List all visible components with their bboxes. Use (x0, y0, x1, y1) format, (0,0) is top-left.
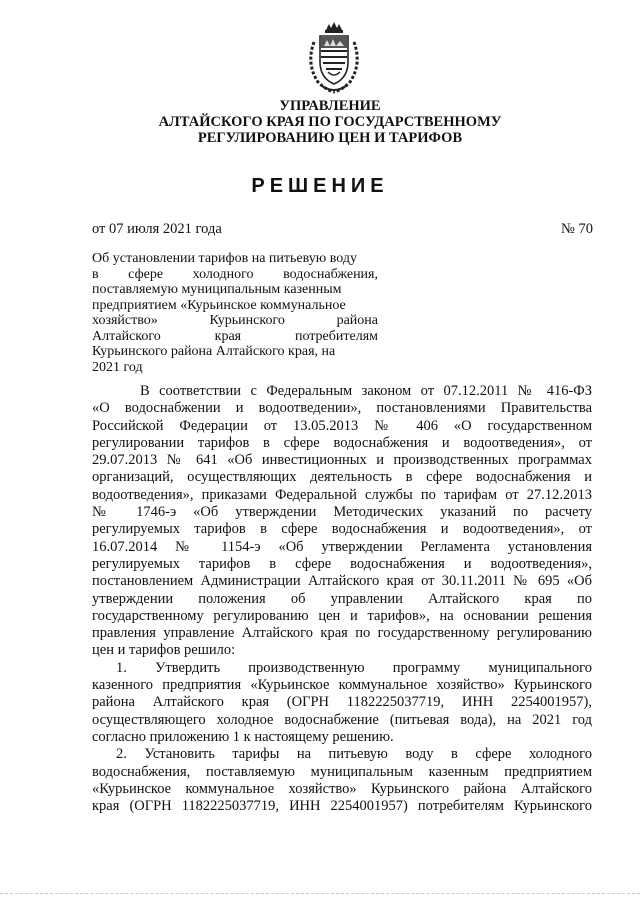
body-line: № 1746-э «Об утверждении Методических указаний по расчету (92, 504, 592, 521)
body-line: регулируемых тарифов в сфере водоснабжения и водоотведения», от (92, 521, 592, 538)
subject-line: Курьинского района Алтайского края, на (92, 344, 336, 359)
document-body (92, 383, 592, 815)
subject-line: в сфере холодного водоснабжения, (92, 266, 378, 282)
body-line: 29.07.2013 № 641 «Об инвестиционных и производственных программах (92, 452, 592, 469)
body-line: регулировании тарифов в сфере водоснабжения и водоотведения», от (92, 434, 592, 451)
body-line: регулируемых тарифов в сфере водоснабжения и водоотведения», (92, 555, 592, 572)
document-number: № 70 (561, 221, 593, 237)
body-line: «О водоснабжении и водоотведении», постановлениями Правительства (92, 400, 592, 417)
coat-of-arms-icon (300, 20, 368, 96)
subject-line: хозяйство» Курьинского района (92, 313, 378, 328)
body-line: цен и тарифов решило: (92, 642, 236, 659)
body-line: водоотведения», приказами Федеральной службы по тарифам от 27.12.2013 (92, 486, 592, 503)
subject-line: предприятием «Курьинское коммунальное (92, 297, 346, 313)
document-title: РЕШЕНИЕ (251, 175, 389, 197)
body-line: согласно приложению 1 к настоящему решению. (92, 728, 394, 745)
page-bottom-edge (0, 893, 640, 894)
body-line: «Курьинское коммунальное хозяйство» Курьинского района Алтайского (92, 780, 592, 797)
body-line: постановлением Администрации Алтайского края от 30.11.2011 № 695 «Об (92, 573, 592, 590)
body-line: государственному регулированию цен и тарифов», на основании решения (92, 607, 592, 624)
subject-line: поставляемую муниципальным казенным (92, 282, 342, 297)
body-line: В соответствии с Федеральным законом от 07.12.2011 № 416-ФЗ (140, 383, 592, 399)
org-line-1: УПРАВЛЕНИЕ (279, 98, 381, 114)
body-line: 1. Утвердить производственную программу муниципального (116, 659, 592, 676)
document-subject (92, 251, 378, 375)
body-line: осуществляющего холодное водоснабжение (питьевая вода), на 2021 год (92, 711, 592, 728)
body-line: водоснабжения, поставляемую муниципальным казенным предприятием (92, 763, 592, 780)
body-line: района Алтайского края (ОГРН 1182225037719, ИНН 2254001957), (92, 694, 592, 711)
body-line: края (ОГРН 1182225037719, ИНН 2254001957) потребителям Курьинского (92, 798, 592, 815)
subject-line: Об установлении тарифов на питьевую воду (92, 251, 357, 266)
org-line-3: РЕГУЛИРОВАНИЮ ЦЕН И ТАРИФОВ (197, 130, 463, 146)
subject-line: Алтайского края потребителям (92, 328, 378, 344)
subject-line: 2021 год (92, 359, 143, 375)
issuing-authority (120, 98, 540, 146)
body-line: организаций, осуществляющих деятельность в сфере водоснабжения и (92, 469, 592, 486)
body-line: утверждении положения об управлении Алтайского края по (92, 590, 592, 607)
body-line: 16.07.2014 № 1154-э «Об утверждении Регламента установления (92, 538, 592, 555)
body-line: казенного предприятия «Курьинское коммунальное хозяйство» Курьинского (92, 677, 592, 694)
body-line: правления управление Алтайского края по государственному регулированию (92, 625, 592, 642)
body-line: Российской Федерации от 13.05.2013 № 406 «О государственном (92, 417, 592, 434)
body-line: 2. Установить тарифы на питьевую воду в сфере холодного (116, 746, 592, 763)
org-line-2: АЛТАЙСКОГО КРАЯ ПО ГОСУДАРСТВЕННОМУ (158, 114, 502, 130)
document-date: от 07 июля 2021 года (92, 221, 222, 237)
